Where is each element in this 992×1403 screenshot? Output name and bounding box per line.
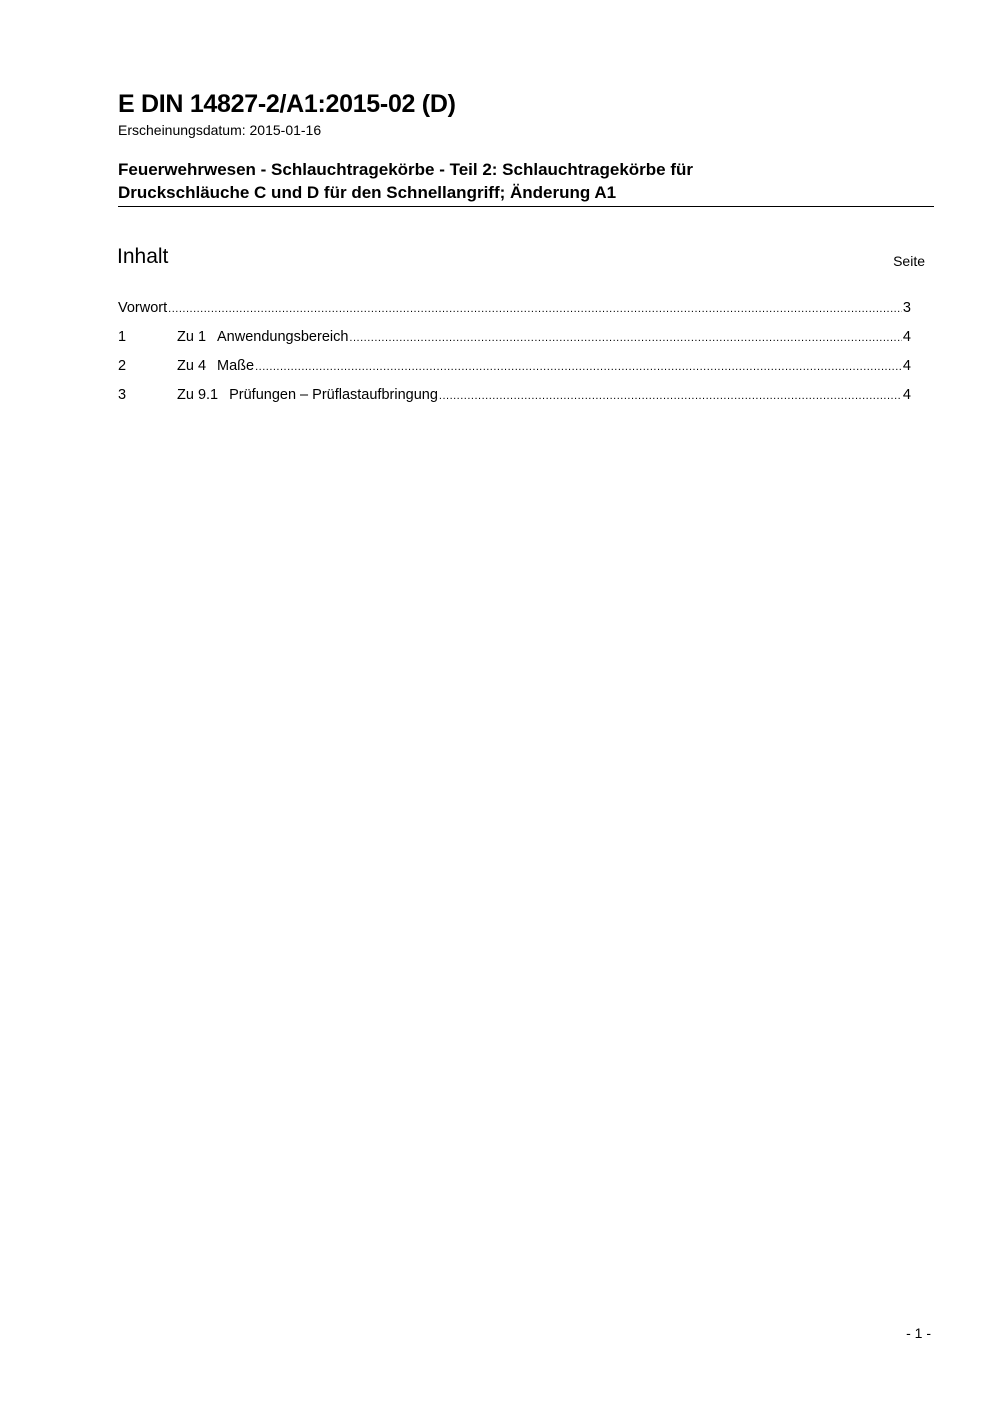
document-identifier: E DIN 14827-2/A1:2015-02 (D): [118, 90, 456, 118]
toc-entry-section: Zu 1: [177, 329, 207, 345]
toc-entry-text: [177, 358, 254, 374]
document-title-line-1: Feuerwehrwesen - Schlauchtragekörbe - Teil 2: Schlauchtragekörbe für: [118, 160, 694, 179]
toc-entry-title: Anwendungsbereich: [217, 329, 349, 345]
table-of-contents: [118, 300, 911, 416]
document-title-line-2: Druckschläuche C und D für den Schnellangriff; Änderung A1: [118, 183, 617, 202]
toc-entry-title: Maße: [217, 358, 255, 374]
toc-dot-leader: [255, 361, 902, 373]
toc-entry-page: 4: [902, 358, 911, 374]
toc-entry-title: Prüfungen – Prüflastaufbringung: [229, 387, 438, 403]
toc-entry-3[interactable]: [118, 387, 911, 416]
title-divider: [118, 206, 934, 207]
toc-heading: Inhalt: [117, 245, 169, 268]
toc-entry-page: 4: [902, 329, 911, 345]
toc-entry-number: 1: [118, 329, 127, 345]
page-number: - 1 -: [906, 1325, 931, 1341]
toc-entry-section: Zu 4: [177, 358, 207, 374]
toc-entry-text: [177, 329, 348, 345]
toc-entry-1[interactable]: [118, 329, 911, 358]
toc-entry-page: 4: [902, 387, 911, 403]
toc-page-column-label: Seite: [893, 253, 925, 269]
toc-dot-leader: [439, 390, 902, 402]
toc-entry-section: Zu 9.1: [177, 387, 219, 403]
toc-entry-title: Vorwort: [118, 300, 168, 316]
toc-entry-2[interactable]: [118, 358, 911, 387]
toc-entry-text: [177, 387, 438, 403]
toc-dot-leader: [168, 303, 902, 315]
publication-date: Erscheinungsdatum: 2015-01-16: [118, 122, 322, 138]
toc-dot-leader: [349, 332, 902, 344]
toc-entry-vorwort[interactable]: [118, 300, 911, 329]
toc-entry-number: 2: [118, 358, 127, 374]
toc-entry-page: 3: [902, 300, 911, 316]
document-title: [118, 158, 918, 204]
toc-entry-number: 3: [118, 387, 127, 403]
